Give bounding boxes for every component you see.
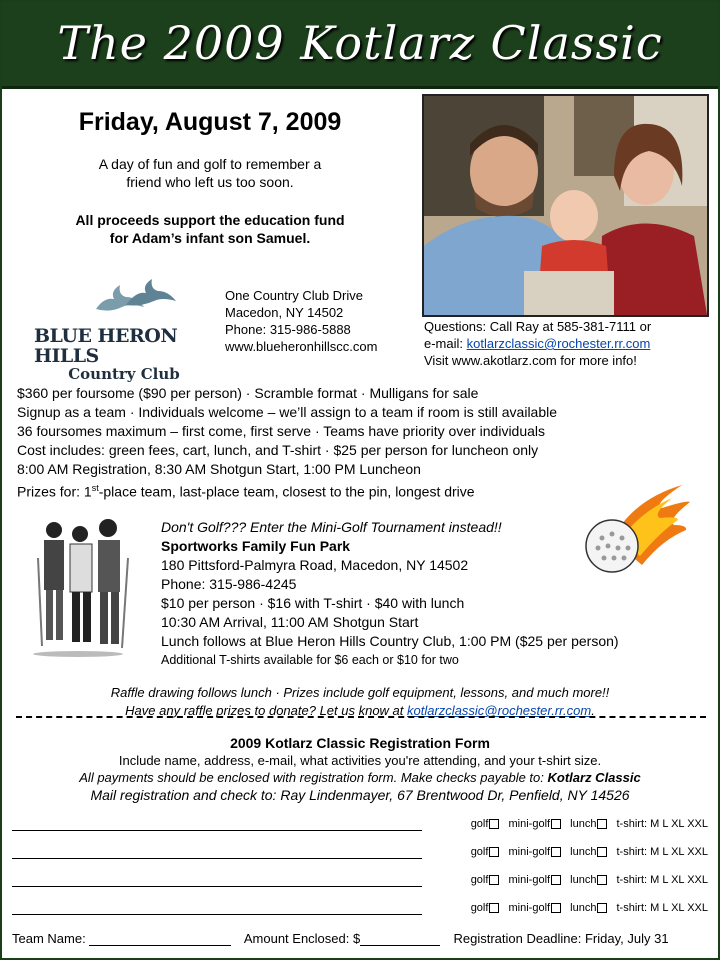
golfers-icon xyxy=(28,518,138,658)
lunch-checkbox[interactable] xyxy=(597,903,607,913)
team-name-field[interactable] xyxy=(89,930,231,946)
mini-golf-checkbox[interactable] xyxy=(551,875,561,885)
golf-details: $360 per foursome ($90 per person) · Scramble format · Mulligans for sale Signup as a team · Individuals welcome – we’ll assign to a team if room is still available 36 foursomes maximum – first come, first serve · Teams have priority over individuals Cost includes: green fees, cart, lunch, and T-shirt · $25 per person for luncheon only 8:00 AM Registration, 8:30 AM Shotgun Start, 1:00 PM Luncheon Prizes for: 1st-place team, last-place team, closest to the pin, longest drive xyxy=(17,385,558,500)
registration-form-header: 2009 Kotlarz Classic Registration Form Include name, address, e-mail, what activities you're attending, and your t-shirt size. All payments should be enclosed with registration form. Make checks payable to: Kotlarz Classic Mail registration and check to: Ray Lindenmayer, 67 Brentwood Dr, Penfield, NY 14526 xyxy=(0,734,720,804)
lunch-checkbox[interactable] xyxy=(597,875,607,885)
golf-checkbox[interactable] xyxy=(489,875,499,885)
contact-info: Questions: Call Ray at 585-381-7111 or e-mail: kotlarzclassic@rochester.rr.com Visit www.akotlarz.com for more info! xyxy=(424,319,652,368)
contact-email-link[interactable]: kotlarzclassic@rochester.rr.com xyxy=(466,336,651,351)
registration-line-3: golf mini-golf lunch t-shirt: M L XL XXL xyxy=(12,872,710,890)
mini-golf-section: Don't Golf??? Enter the Mini-Golf Tournament instead!! Sportworks Family Fun Park 180 Pittsford-Palmyra Road, Macedon, NY 14502 Phone: 315-986-4245 $10 per person · $16 with T-shirt · $40 with lunch 10:30 AM Arrival, 11:00 AM Shotgun Start Lunch follows at Blue Heron Hills Country Club, 1:00 PM ($25 per person) Additional T-shirts available for $6 each or $10 for two xyxy=(161,519,619,667)
venue-website-link[interactable]: www.blueheronhillscc.com xyxy=(225,339,378,354)
name-entry-field[interactable] xyxy=(12,872,422,887)
logo-line1: BLUE HERON HILLS xyxy=(34,325,178,367)
venue-address: One Country Club Drive Macedon, NY 14502 Phone: 315-986-5888 www.blueheronhillscc.com xyxy=(225,288,378,354)
name-entry-field[interactable] xyxy=(12,844,422,859)
proceeds-note: All proceeds support the education fund for Adam’s infant son Samuel. xyxy=(75,212,345,246)
heron-birds-icon xyxy=(34,277,214,321)
page-title: The 2009 Kotlarz Classic xyxy=(57,16,663,70)
mini-golf-checkbox[interactable] xyxy=(551,819,561,829)
registration-line-4: golf mini-golf lunch t-shirt: M L XL XXL xyxy=(12,900,710,918)
lunch-checkbox[interactable] xyxy=(597,819,607,829)
name-entry-field[interactable] xyxy=(12,816,422,831)
registration-footer: Team Name: Amount Enclosed: $ Registration Deadline: Friday, July 31 xyxy=(12,931,669,946)
logo-line2: Country Club xyxy=(68,365,180,383)
registration-line-2: golf mini-golf lunch t-shirt: M L XL XXL xyxy=(12,844,710,862)
golfers-illustration xyxy=(28,518,138,658)
mini-golf-checkbox[interactable] xyxy=(551,903,561,913)
golf-checkbox[interactable] xyxy=(489,819,499,829)
event-intro: A day of fun and golf to remember a friend who left us too soon. xyxy=(98,156,322,190)
amount-enclosed-field[interactable] xyxy=(360,930,440,946)
registration-heading: 2009 Kotlarz Classic Registration Form xyxy=(230,735,490,751)
golf-checkbox[interactable] xyxy=(489,903,499,913)
golf-checkbox[interactable] xyxy=(489,847,499,857)
event-date: Friday, August 7, 2009 xyxy=(78,108,342,136)
blue-heron-hills-logo xyxy=(34,277,214,383)
family-photo-illustration xyxy=(424,96,707,315)
lunch-checkbox[interactable] xyxy=(597,847,607,857)
cut-line-divider xyxy=(16,716,706,718)
title-banner xyxy=(2,2,718,89)
raffle-info: Raffle drawing follows lunch · Prizes include golf equipment, lessons, and much more!! Have any raffle prizes to donate? Let us know at kotlarzclassic@rochester.rr.com. xyxy=(110,685,610,718)
mini-golf-checkbox[interactable] xyxy=(551,847,561,857)
name-entry-field[interactable] xyxy=(12,900,422,915)
registration-line-1: golf mini-golf lunch t-shirt: M L XL XXL xyxy=(12,816,710,834)
family-photo xyxy=(422,94,709,317)
raffle-email-link[interactable]: kotlarzclassic@rochester.rr.com xyxy=(407,703,592,718)
